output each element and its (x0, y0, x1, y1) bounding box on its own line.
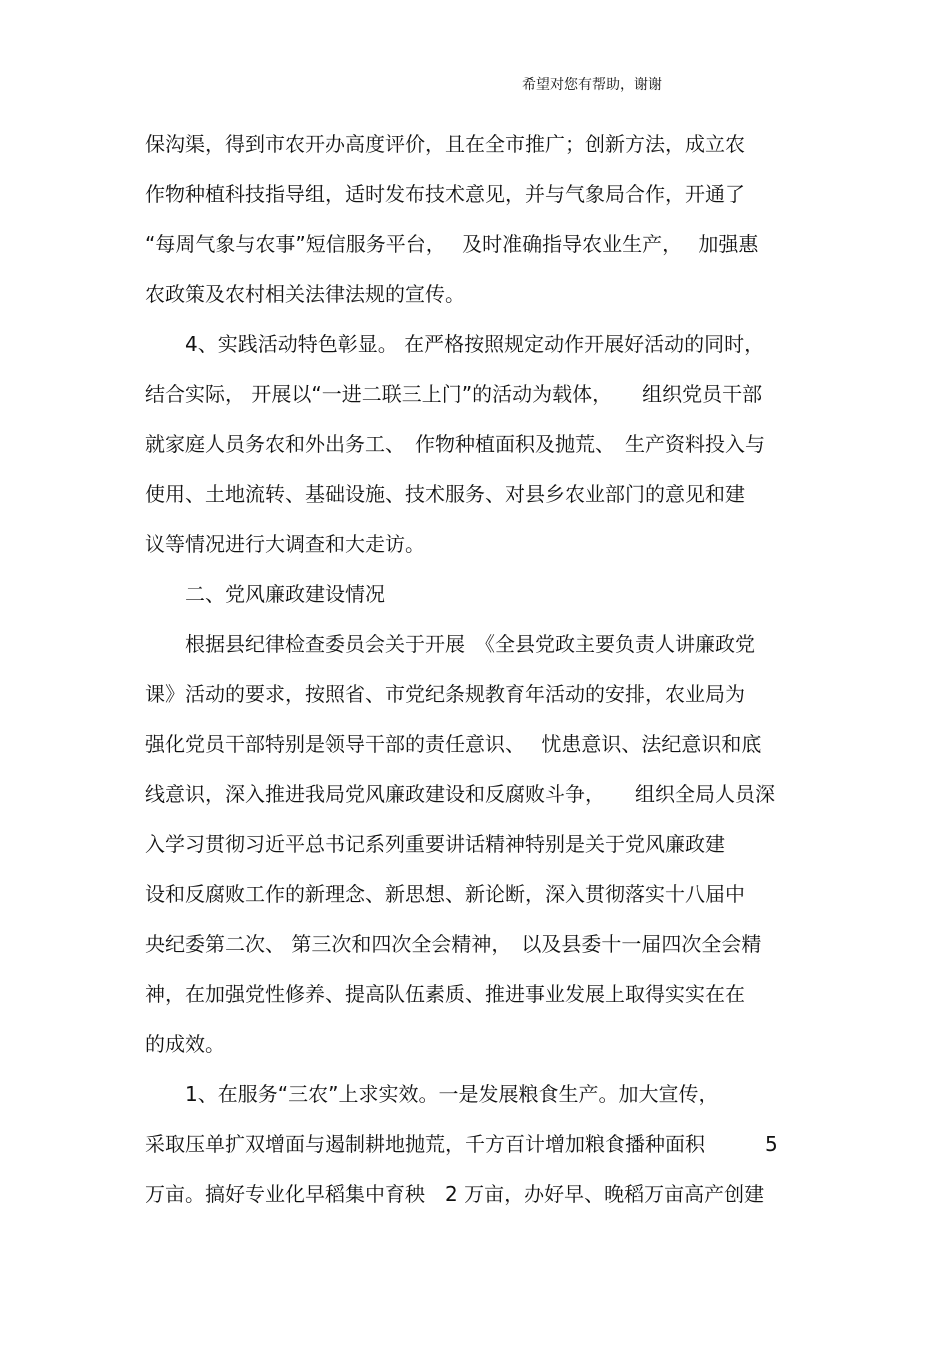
text-line: 强化党员干部特别是领导干部的责任意识、 忧患意识、法纪意识和底 (145, 732, 762, 756)
text-line: 1、在服务“三农”上求实效。一是发展粮食生产。加大宣传， (145, 1082, 719, 1106)
text-line: 设和反腐败工作的新理念、新思想、新论断，深入贯彻落实十八届中 (145, 882, 745, 906)
text-line: 4、实践活动特色彰显。 在严格按照规定动作开展好活动的同时， (145, 332, 765, 356)
text-line: 就家庭人员务农和外出务工、 作物种植面积及抛荒、 生产资料投入与 (145, 432, 765, 456)
text-line: 结合实际， 开展以“一进二联三上门”的活动为载体， 组织党员干部 (145, 382, 763, 406)
text-line: 使用、土地流转、基础设施、技术服务、对县乡农业部门的意见和建 (145, 482, 745, 506)
text-line: 的成效。 (145, 1032, 225, 1056)
section-heading: 二、党风廉政建设情况 (145, 582, 385, 606)
text-line: 线意识，深入推进我局党风廉政建设和反腐败斗争， 组织全局人员深 (145, 782, 775, 806)
text-line: 央纪委第二次、 第三次和四次全会精神， 以及县委十一届四次全会精 (145, 932, 762, 956)
text-line: 万亩。搞好专业化早稻集中育秧 2 万亩，办好早、晚稻万亩高产创建 (145, 1182, 765, 1206)
text-line: 课》活动的要求，按照省、市党纪条规教育年活动的安排，农业局为 (145, 682, 745, 706)
header-note: 希望对您有帮助，谢谢 (522, 77, 662, 93)
text-line: 根据县纪律检查委员会关于开展 《全县党政主要负责人讲廉政党 (145, 632, 755, 656)
text-line: 作物种植科技指导组，适时发布技术意见，并与气象局合作，开通了 (145, 182, 745, 206)
text-line: 议等情况进行大调查和大走访。 (145, 532, 425, 556)
text-line: 入学习贯彻习近平总书记系列重要讲话精神特别是关于党风廉政建 (145, 832, 725, 856)
text-line: “每周气象与农事”短信服务平台， 及时准确指导农业生产， 加强惠 (145, 232, 759, 256)
text-line: 采取压单扩双增面与遏制耕地抛荒，千方百计增加粮食播种面积 5 (145, 1132, 778, 1156)
text-line: 神，在加强党性修养、提高队伍素质、推进事业发展上取得实实在在 (145, 982, 745, 1006)
text-line: 保沟渠，得到市农开办高度评价，且在全市推广；创新方法，成立农 (145, 132, 745, 156)
text-line: 农政策及农村相关法律法规的宣传。 (145, 282, 465, 306)
